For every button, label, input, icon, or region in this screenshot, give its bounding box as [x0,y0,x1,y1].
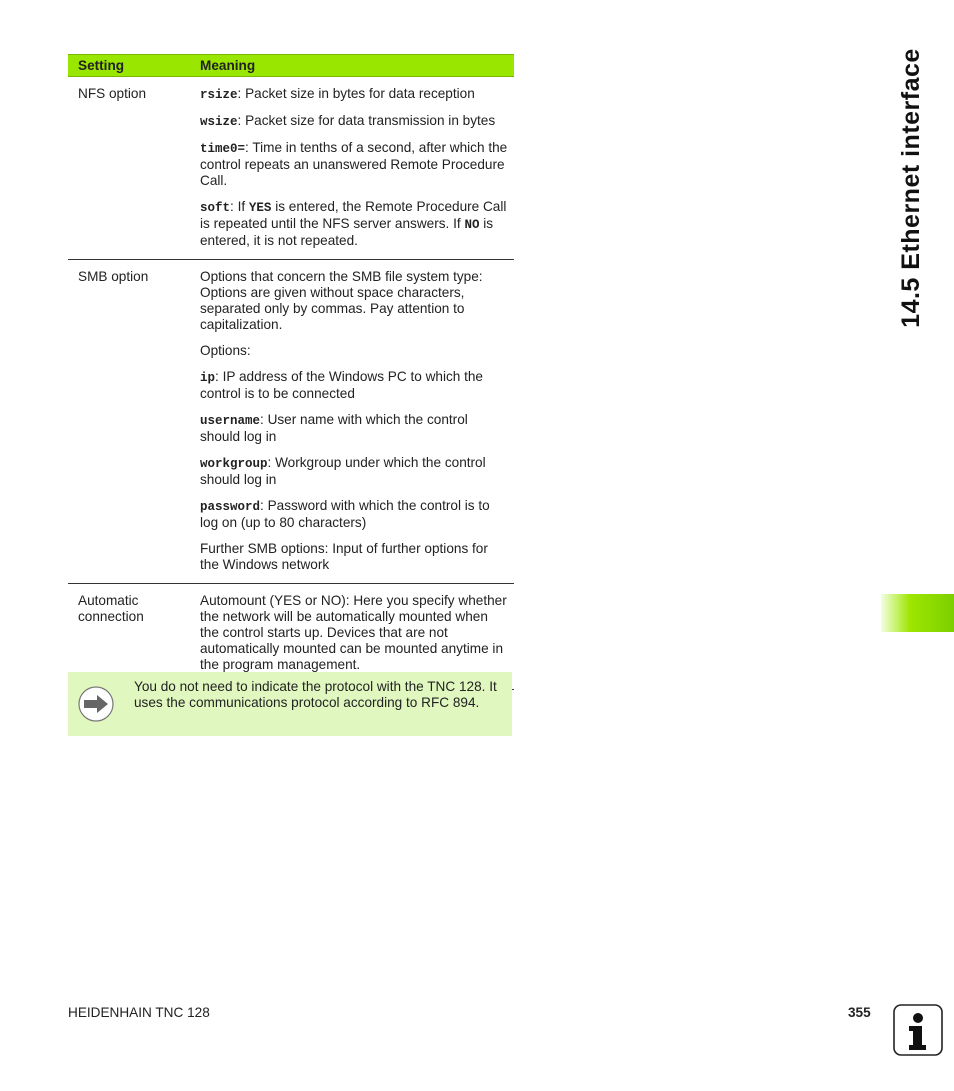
chapter-title-text: 14.5 Ethernet interface [897,48,925,328]
header-meaning: Meaning [200,57,256,73]
code: password [200,500,261,514]
smb-intro: Options that concern the SMB file system type: Options are given without space characters, separated only by commas. Pay attention to capitalization. [200,269,483,332]
setting-cell: SMB option [78,269,149,284]
meaning-cell [200,77,514,259]
page-number: 355 [848,1005,871,1020]
setting-cell: Automatic connection [78,593,144,624]
code: soft [200,201,231,215]
table-header [68,54,514,77]
options-label: Options: [200,343,251,358]
chapter-title [891,48,931,328]
desc: : Password with which the control is to log on (up to 80 characters) [200,498,490,530]
desc: : Workgroup under which the control should log in [200,455,486,487]
meaning-cell [200,260,514,583]
desc: : Packet size for data transmission in bytes [237,113,496,128]
settings-table [68,54,514,690]
table-row-nfs [68,77,514,260]
option-password [200,498,508,531]
smb-further: Further SMB options: Input of further options for the Windows network [200,541,488,572]
desc: : Packet size in bytes for data reception [237,86,475,101]
option-wsize [200,113,508,130]
option-ip [200,369,508,402]
arrow-right-icon [78,686,114,722]
footer-product: HEIDENHAIN TNC 128 [68,1005,210,1020]
automount-desc: Automount (YES or NO): Here you specify whether the network will be automatically mounted when the control starts up. Devices that are not automatically mounted can be mounted anytime in the program management. [200,593,507,672]
desc: : User name with which the control should log in [200,412,468,444]
code: rsize [200,88,238,102]
code: time0= [200,142,246,156]
option-soft [200,199,508,249]
option-workgroup [200,455,508,488]
desc: : If [230,199,249,214]
desc: is entered, the Remote Procedure Call is repeated until the NFS server answers. If [200,199,507,231]
code: ip [200,371,216,385]
header-setting: Setting [78,57,125,73]
note-box [68,672,512,736]
setting-cell: NFS option [78,86,147,101]
desc: is entered, it is not repeated. [200,216,494,248]
table-row-smb [68,260,514,584]
desc: : IP address of the Windows PC to which the control is to be connected [200,369,483,401]
code: NO [464,218,480,232]
option-time0 [200,140,508,189]
code: wsize [200,115,238,129]
option-username [200,412,508,445]
desc: : Time in tenths of a second, after which the control repeats an unanswered Remote Procedure Call. [200,140,508,188]
chapter-tab [881,594,954,632]
option-rsize [200,86,508,103]
note-text: You do not need to indicate the protocol with the TNC 128. It uses the communications protocol according to RFC 894. [134,679,497,710]
info-icon [893,1004,943,1056]
code: workgroup [200,457,268,471]
code: username [200,414,261,428]
code: YES [248,201,272,215]
